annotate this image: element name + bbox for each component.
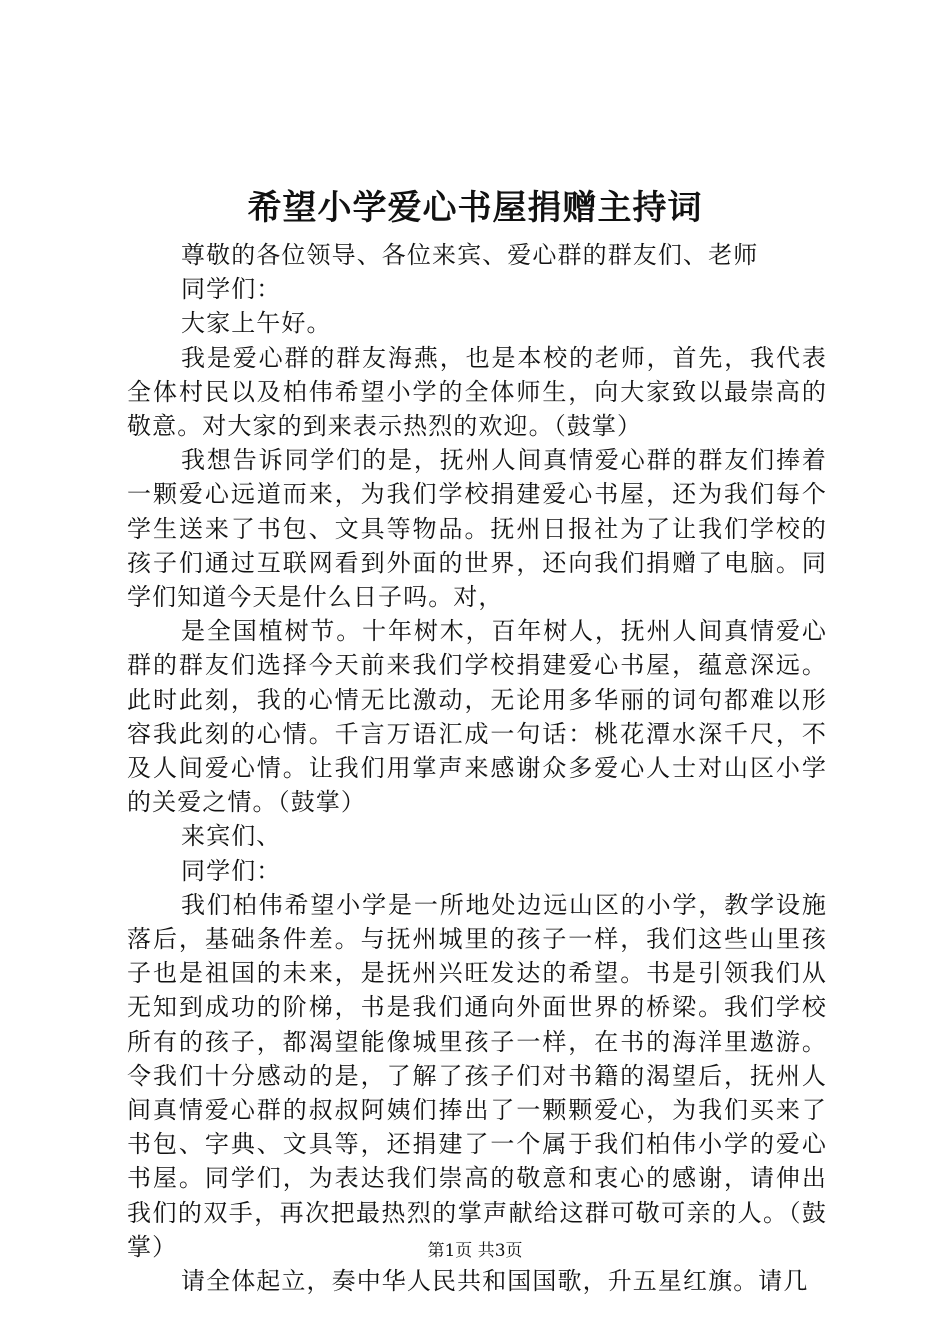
paragraph-arbor-day: 是全国植树节。十年树木，百年树人，抚州人间真情爱心群的群友们选择今天前来我们学校捐建爱心书屋，蕴意深远。此时此刻，我的心情无比激动，无论用多华丽的词句都难以形容我此刻的心情。千言万语汇成一句话：桃花潭水深千尺，不及人间爱心情。让我们用掌声来感谢众多爱心人士对山区小学的关爱之情。（鼓掌） bbox=[127, 617, 827, 817]
paragraph-guests: 来宾们、 bbox=[181, 822, 282, 851]
document-body bbox=[127, 238, 827, 1298]
paragraph-donation-intro: 我想告诉同学们的是，抚州人间真情爱心群的群友们捧着一颗爱心远道而来，为我们学校捐建爱心书屋，还为我们每个学生送来了书包、文具等物品。抚州日报社为了让我们学校的孩子们通过互联网看到外面的世界，还向我们捐赠了电脑。同学们知道今天是什么日子吗。对， bbox=[127, 446, 827, 612]
page-number-footer: 第1页 共3页 bbox=[427, 1241, 523, 1261]
paragraph-greeting: 尊敬的各位领导、各位来宾、爱心群的群友们、老师 bbox=[181, 241, 759, 269]
paragraph-greeting-students: 同学们： bbox=[181, 275, 282, 304]
document-title: 希望小学爱心书屋捐赠主持词 bbox=[247, 188, 703, 228]
paragraph-good-morning: 大家上午好。 bbox=[181, 309, 332, 338]
paragraph-introduction: 我是爱心群的群友海燕，也是本校的老师，首先，我代表全体村民以及柏伟希望小学的全体师生，向大家致以最崇高的敬意。对大家的到来表示热烈的欢迎。（鼓掌） bbox=[127, 343, 827, 441]
paragraph-school-description: 我们柏伟希望小学是一所地处边远山区的小学，教学设施落后，基础条件差。与抚州城里的孩子一样，我们这些山里孩子也是祖国的未来，是抚州兴旺发达的希望。书是引领我们从无知到成功的阶梯，书是我们通向外面世界的桥梁。我们学校所有的孩子，都渴望能像城里孩子一样，在书的海洋里遨游。令我们十分感动的是，了解了孩子们对书籍的渴望后，抚州人间真情爱心群的叔叔阿姨们捧出了一颗颗爱心，为我们买来了书包、字典、文具等，还捐建了一个属于我们柏伟小学的爱心书屋。同学们，为表达我们崇高的敬意和衷心的感谢，请伸出我们的双手，再次把最热烈的掌声献给这群可敬可亲的人。（鼓掌） bbox=[127, 890, 827, 1261]
paragraph-students: 同学们： bbox=[181, 856, 282, 885]
paragraph-anthem: 请全体起立，奏中华人民共和国国歌，升五星红旗。请几 bbox=[181, 1267, 809, 1296]
